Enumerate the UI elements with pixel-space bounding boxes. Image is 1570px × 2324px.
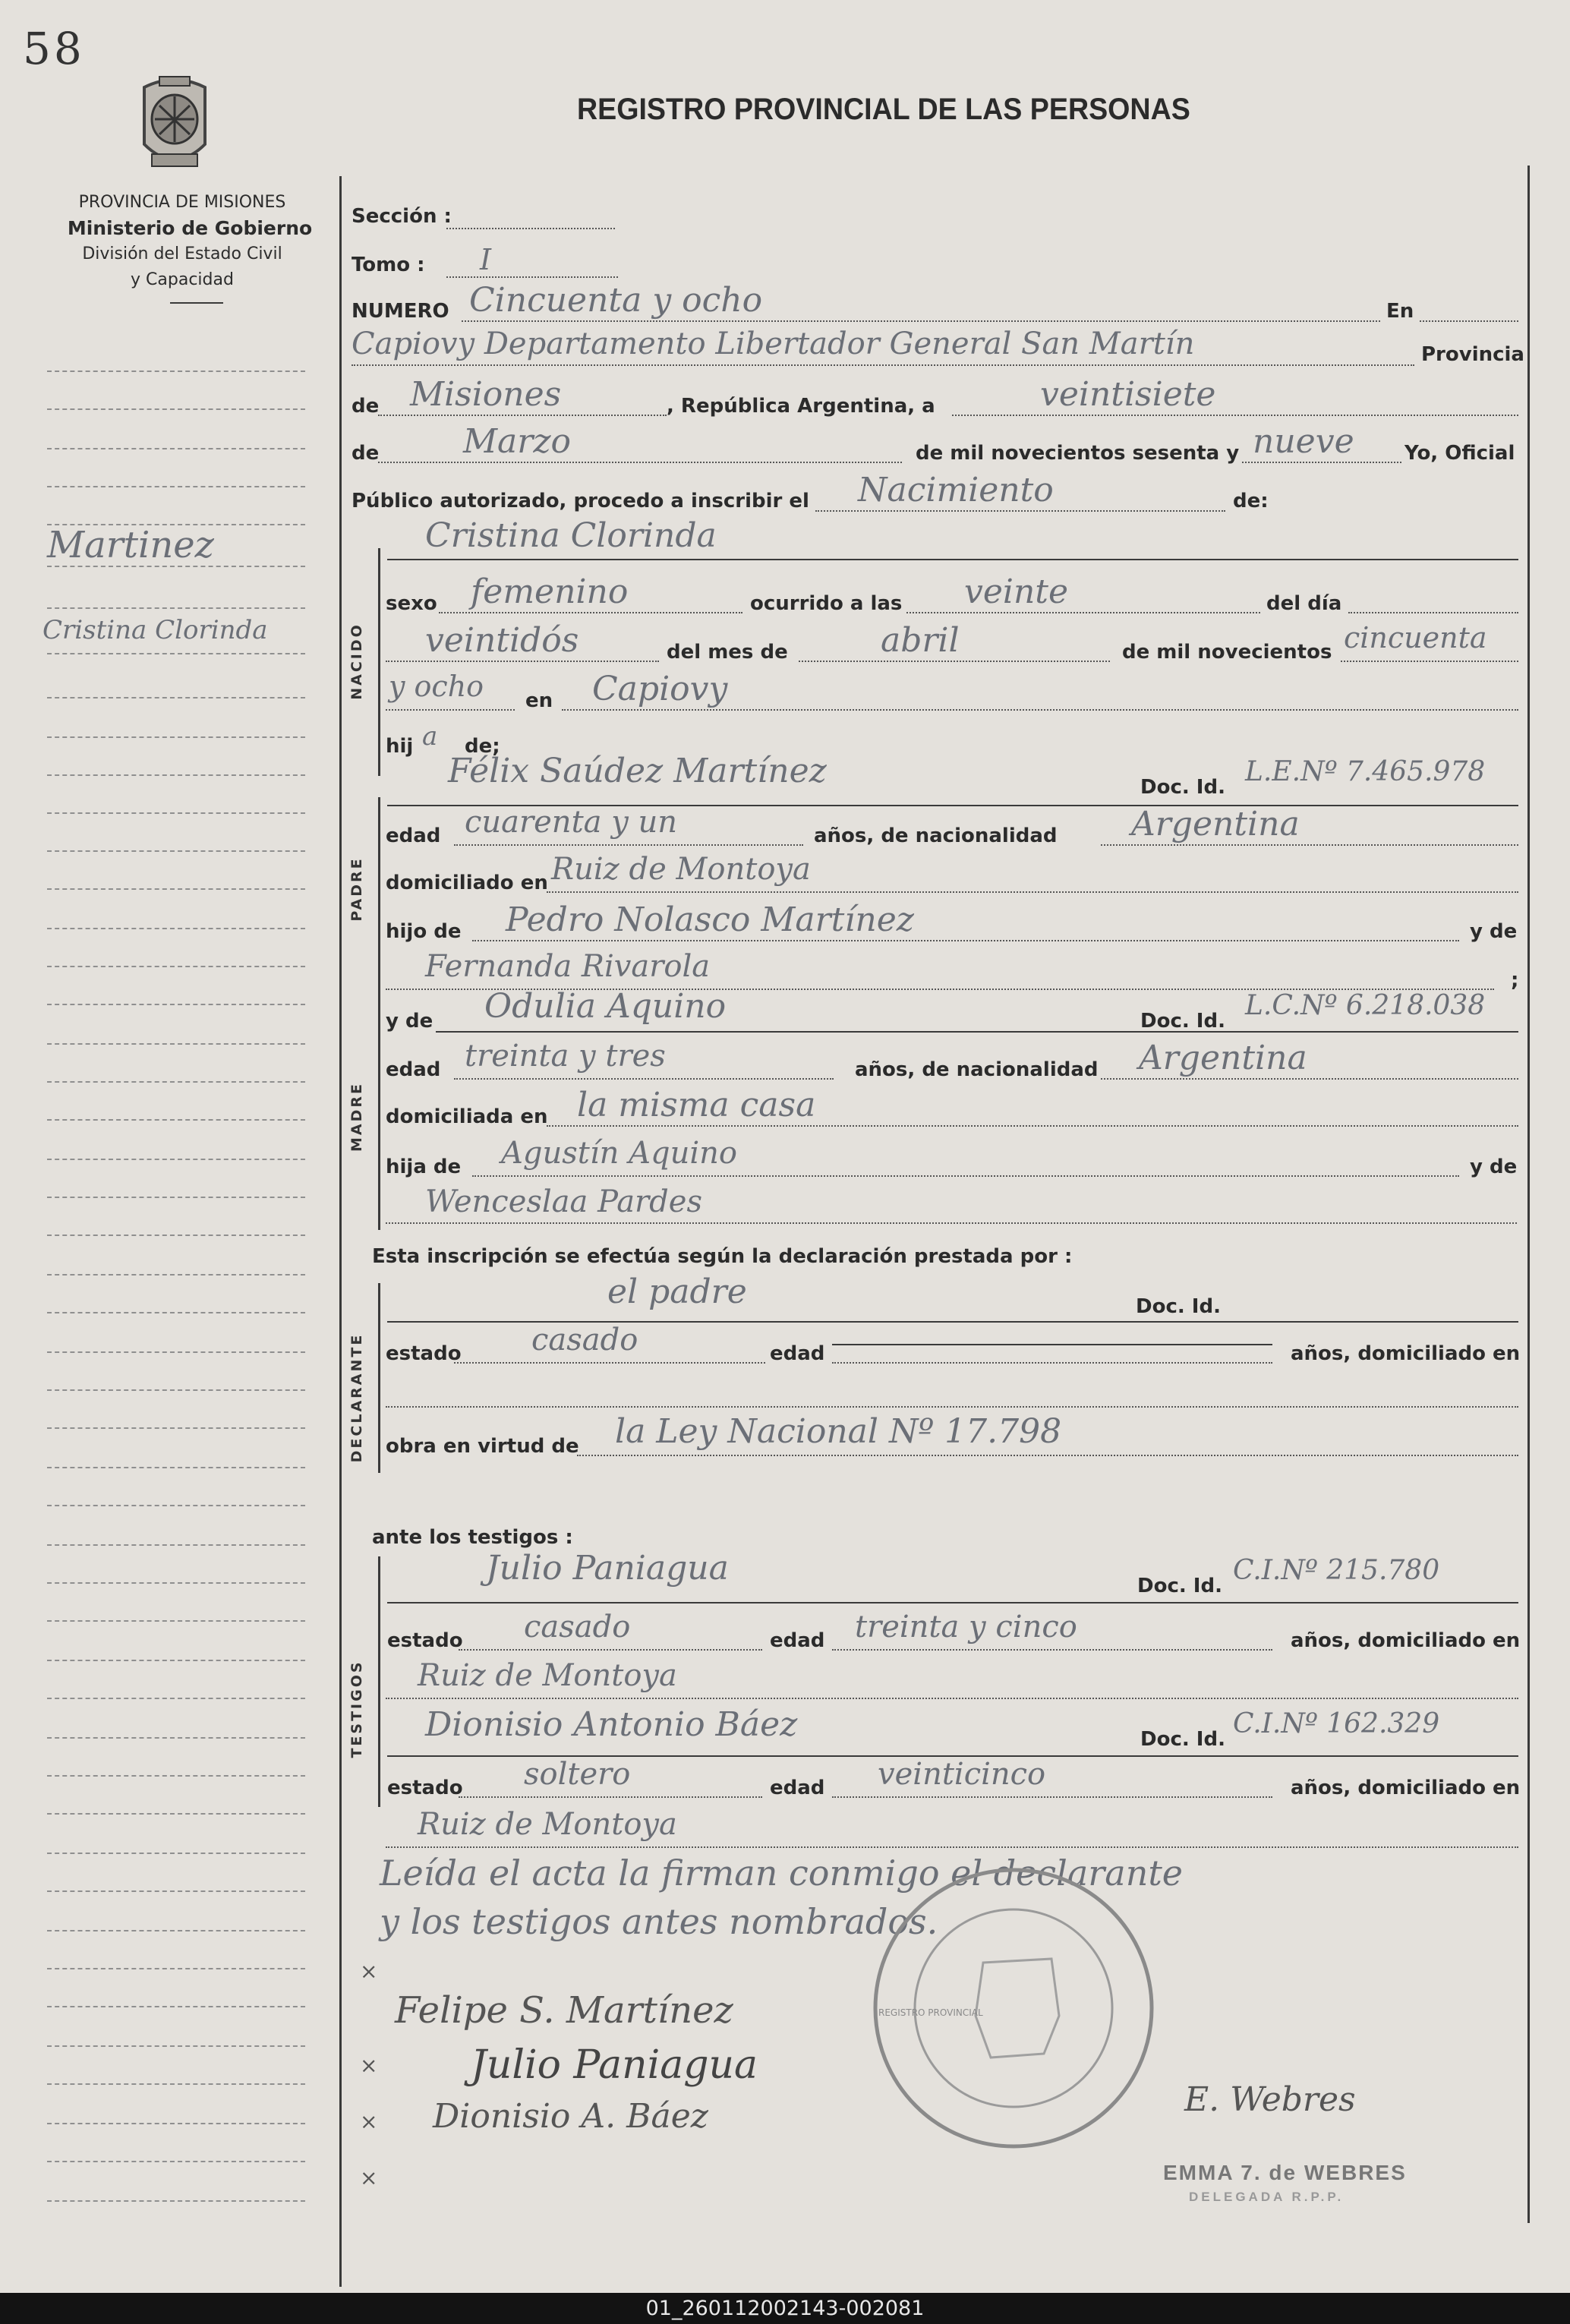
- entry-padre-doc: L.E.Nº 7.465.978: [1245, 756, 1486, 787]
- label-doc-declarante: Doc. Id.: [1136, 1295, 1221, 1318]
- entry-t1-doc: C.I.Nº 215.780: [1233, 1555, 1440, 1586]
- header-division: División del Estado Civil: [82, 244, 282, 263]
- entry-sexo: femenino: [471, 572, 629, 611]
- madre-nac-field[interactable]: [1101, 1078, 1518, 1080]
- label-del-dia: del día: [1266, 592, 1342, 615]
- label-de-semicolon: de;: [465, 735, 500, 758]
- label-ante-testigos: ante los testigos :: [372, 1526, 573, 1549]
- label-anos-dom-declarante: años, domiciliado en: [1291, 1342, 1521, 1365]
- registry-seal: [869, 1864, 1158, 2152]
- label-seccion: Sección :: [352, 205, 452, 228]
- entry-numero: Cincuenta y ocho: [469, 281, 763, 320]
- label-nac-padre: años, de nacionalidad: [814, 825, 1058, 847]
- entry-padre-dom: Ruiz de Montoya: [551, 852, 811, 887]
- decl-edad-strike: [832, 1344, 1272, 1345]
- image-id-footer: 01_260112002143-002081: [0, 2293, 1570, 2324]
- dia-field[interactable]: [952, 415, 1518, 416]
- label-republica: , República Argentina, a: [667, 395, 935, 418]
- entry-provincia: Misiones: [410, 375, 562, 414]
- header-capacity: y Capacidad: [131, 270, 234, 289]
- anio-nacimiento-cont-field[interactable]: [386, 709, 515, 711]
- label-en-lugar: en: [525, 689, 553, 712]
- hora-field[interactable]: [906, 612, 1260, 613]
- label-edad-madre: edad: [386, 1058, 441, 1081]
- madre-padre-field[interactable]: [472, 1175, 1459, 1177]
- label-esta-inscripcion: Esta inscripción se efectúa según la declaración prestada por :: [372, 1245, 1073, 1268]
- entry-anio-nacimiento-a: cincuenta: [1344, 621, 1487, 654]
- entry-decl-estado: casado: [531, 1323, 638, 1358]
- label-hija-de-madre: hija de: [386, 1156, 462, 1178]
- section-label-padre: PADRE: [348, 856, 365, 922]
- t2-edad-field[interactable]: [832, 1796, 1272, 1798]
- t2-dom-field[interactable]: [386, 1846, 1518, 1848]
- testigos-bracket: [378, 1556, 380, 1807]
- frame-right-border: [1527, 166, 1530, 2223]
- label-domiciliada-madre: domiciliada en: [386, 1105, 548, 1128]
- madre-dom-field[interactable]: [547, 1125, 1518, 1127]
- signature-mark-3: ×: [360, 2109, 378, 2134]
- section-label-declarante: DECLARANTE: [348, 1332, 365, 1463]
- testigo1-line: [387, 1602, 1518, 1603]
- mes-nacimiento-field[interactable]: [799, 661, 1110, 662]
- madre-madre-field[interactable]: [386, 1222, 1517, 1224]
- entry-madre-padre: Agustín Aquino: [501, 1136, 738, 1171]
- t1-dom-field[interactable]: [386, 1698, 1518, 1699]
- label-semicolon: ;: [1511, 969, 1519, 992]
- lugar-nacimiento-field[interactable]: [562, 709, 1518, 711]
- padre-dom-field[interactable]: [547, 891, 1518, 893]
- padre-nac-field[interactable]: [1101, 844, 1518, 846]
- entry-acto: Nacimiento: [858, 471, 1054, 509]
- entry-hijo-suffix: a: [422, 721, 438, 752]
- entry-lugar-nacimiento: Capiovy: [592, 670, 728, 708]
- entry-hora: veinte: [964, 572, 1069, 611]
- entry-cierre-line1: Leída el acta la firman conmigo el declarante: [380, 1853, 1184, 1894]
- padre-bracket: [378, 797, 380, 1017]
- entry-padre-madre: Fernanda Rivarola: [425, 949, 711, 984]
- entry-padre-edad: cuarenta y un: [465, 805, 678, 840]
- entry-t1-nombre: Julio Paniagua: [486, 1549, 729, 1588]
- label-provincia: Provincia: [1421, 343, 1524, 366]
- signature-declarante: Felipe S. Martínez: [395, 1989, 733, 2032]
- entry-t2-edad: veinticinco: [878, 1757, 1046, 1792]
- entry-t1-edad: treinta y cinco: [855, 1610, 1077, 1644]
- en-field[interactable]: [1420, 320, 1518, 322]
- signature-oficial: E. Webres: [1184, 2080, 1356, 2119]
- frame-left-border: [339, 176, 342, 2287]
- label-edad-padre: edad: [386, 825, 441, 847]
- document-title: REGISTRO PROVINCIAL DE LAS PERSONAS: [577, 93, 1190, 126]
- seal-text: REGISTRO PROVINCIAL: [878, 2007, 983, 2018]
- padre-edad-field[interactable]: [454, 844, 803, 846]
- label-ocurrido: ocurrido a las: [750, 592, 903, 615]
- label-yo-oficial: Yo, Oficial: [1404, 442, 1515, 465]
- header-province: PROVINCIA DE MISIONES: [78, 193, 286, 212]
- t2-estado-field[interactable]: [459, 1796, 762, 1798]
- entry-tomo: I: [480, 243, 492, 276]
- label-doc-t2: Doc. Id.: [1140, 1728, 1225, 1751]
- label-domiciliado-padre: domiciliado en: [386, 872, 548, 894]
- entry-decl-obra: la Ley Nacional Nº 17.798: [615, 1412, 1062, 1451]
- label-anos-dom-t2: años, domiciliado en: [1291, 1777, 1521, 1799]
- entry-t2-dom: Ruiz de Montoya: [418, 1807, 677, 1842]
- label-de-mes: de: [352, 442, 380, 465]
- page-number: 58: [23, 23, 85, 74]
- signature-mark-4: ×: [360, 2165, 378, 2190]
- madre-nombre-line: [436, 1031, 1518, 1033]
- label-doc-padre: Doc. Id.: [1140, 776, 1225, 799]
- header-ministry: Ministerio de Gobierno: [67, 217, 313, 239]
- entry-madre-nombre: Odulia Aquino: [484, 987, 727, 1026]
- entry-mes-nacimiento: abril: [881, 621, 960, 660]
- t1-estado-field[interactable]: [459, 1649, 762, 1651]
- label-estado-t2: estado: [387, 1777, 463, 1799]
- signature-testigo-1: Julio Paniagua: [471, 2042, 758, 2088]
- mes-field[interactable]: [378, 462, 902, 463]
- localidad-field[interactable]: [352, 364, 1414, 366]
- label-mil-novecientos: de mil novecientos: [1122, 641, 1332, 664]
- entry-dia-nacimiento: veintidós: [425, 621, 579, 660]
- decl-edad-field[interactable]: [832, 1362, 1272, 1364]
- t1-edad-field[interactable]: [832, 1649, 1272, 1651]
- entry-madre-dom: la misma casa: [577, 1086, 816, 1124]
- entry-padre-nombre: Félix Saúdez Martínez: [448, 752, 827, 790]
- entry-t2-doc: C.I.Nº 162.329: [1233, 1708, 1440, 1739]
- entry-declarante: el padre: [607, 1272, 747, 1311]
- label-estado-declarante: estado: [386, 1342, 462, 1365]
- entry-t1-dom: Ruiz de Montoya: [418, 1658, 677, 1693]
- label-doc-madre: Doc. Id.: [1140, 1010, 1225, 1033]
- label-y-de-madre-2: y de: [1470, 1156, 1518, 1178]
- nacido-bracket: [378, 548, 380, 776]
- margin-surname: Martinez: [47, 524, 214, 566]
- label-mil-sesenta: de mil novecientos sesenta y: [916, 442, 1240, 465]
- margin-given-names: Cristina Clorinda: [43, 615, 268, 645]
- entry-padre-padre: Pedro Nolasco Martínez: [506, 900, 914, 939]
- entry-madre-madre: Wenceslaa Pardes: [425, 1184, 702, 1219]
- seccion-field[interactable]: [446, 228, 615, 229]
- label-numero: NUMERO: [352, 300, 449, 323]
- label-en: En: [1386, 300, 1414, 323]
- signature-testigo-2: Dionisio A. Báez: [433, 2097, 708, 2136]
- entry-t2-nombre: Dionisio Antonio Báez: [425, 1705, 798, 1744]
- madre-edad-field[interactable]: [454, 1078, 834, 1080]
- label-hijo: hij: [386, 735, 414, 758]
- decl-estado-field[interactable]: [454, 1362, 765, 1364]
- label-edad-t1: edad: [770, 1629, 825, 1652]
- label-del-mes: del mes de: [667, 641, 788, 664]
- label-y-de-padre: y de: [1470, 920, 1518, 943]
- label-de-provincia: de: [352, 395, 380, 418]
- madre-bracket: [378, 1010, 380, 1230]
- declarante-bracket: [378, 1283, 380, 1473]
- entry-anio: nueve: [1253, 422, 1354, 461]
- entry-madre-edad: treinta y tres: [465, 1039, 666, 1074]
- coat-of-arms-logo: [137, 72, 213, 178]
- label-obra: obra en virtud de: [386, 1435, 579, 1458]
- sexo-field[interactable]: [439, 612, 742, 613]
- anio-field[interactable]: [1242, 462, 1401, 463]
- label-edad-t2: edad: [770, 1777, 825, 1799]
- header-divider: [170, 302, 223, 304]
- label-nac-madre: años, de nacionalidad: [855, 1058, 1099, 1081]
- label-publico: Público autorizado, procedo a inscribir el: [352, 490, 809, 512]
- official-stamp-name: EMMA 7. de WEBRES: [1163, 2161, 1407, 2184]
- entry-localidad: Capiovy Departamento Libertador General San Martín: [352, 326, 1195, 361]
- entry-nombre-nacido: Cristina Clorinda: [425, 516, 717, 555]
- dia-nacimiento-field[interactable]: [386, 661, 659, 662]
- signature-mark-1: ×: [360, 1959, 378, 1984]
- entry-t1-estado: casado: [524, 1610, 631, 1644]
- anio-nacimiento-field[interactable]: [1341, 661, 1518, 662]
- section-label-testigos: TESTIGOS: [348, 1660, 365, 1758]
- provincia-field[interactable]: [378, 415, 667, 416]
- label-de-colon: de:: [1233, 490, 1269, 512]
- entry-anio-nacimiento-b: y ocho: [389, 670, 484, 703]
- numero-field[interactable]: [462, 320, 1380, 322]
- entry-padre-nac: Argentina: [1131, 805, 1300, 844]
- label-hijo-de-padre: hijo de: [386, 920, 462, 943]
- entry-madre-nac: Argentina: [1139, 1039, 1307, 1077]
- label-y-de-madre: y de: [386, 1010, 433, 1033]
- label-estado-t1: estado: [387, 1629, 463, 1652]
- entry-t2-estado: soltero: [524, 1757, 631, 1792]
- entry-mes-inscripcion: Marzo: [463, 422, 571, 461]
- del-dia-field[interactable]: [1348, 612, 1518, 613]
- signature-mark-2: ×: [360, 2053, 378, 2078]
- label-tomo: Tomo :: [352, 254, 425, 276]
- label-anos-dom-t1: años, domiciliado en: [1291, 1629, 1521, 1652]
- tomo-field[interactable]: [446, 276, 618, 278]
- label-doc-t1: Doc. Id.: [1137, 1575, 1222, 1597]
- section-label-madre: MADRE: [348, 1082, 365, 1152]
- decl-dom-field[interactable]: [386, 1406, 1518, 1408]
- entry-cierre-line2: y los testigos antes nombrados.: [380, 1901, 938, 1942]
- padre-padre-field[interactable]: [472, 940, 1459, 941]
- official-stamp-role: DELEGADA R.P.P.: [1189, 2190, 1345, 2204]
- label-edad-declarante: edad: [770, 1342, 825, 1365]
- acto-field[interactable]: [815, 510, 1225, 512]
- entry-madre-doc: L.C.Nº 6.218.038: [1245, 990, 1486, 1021]
- label-sexo: sexo: [386, 592, 437, 615]
- section-label-nacido: NACIDO: [348, 623, 365, 700]
- entry-dia-inscripcion: veintisiete: [1040, 375, 1216, 414]
- nombre-nacido-line: [387, 559, 1518, 560]
- decl-obra-field[interactable]: [577, 1455, 1518, 1456]
